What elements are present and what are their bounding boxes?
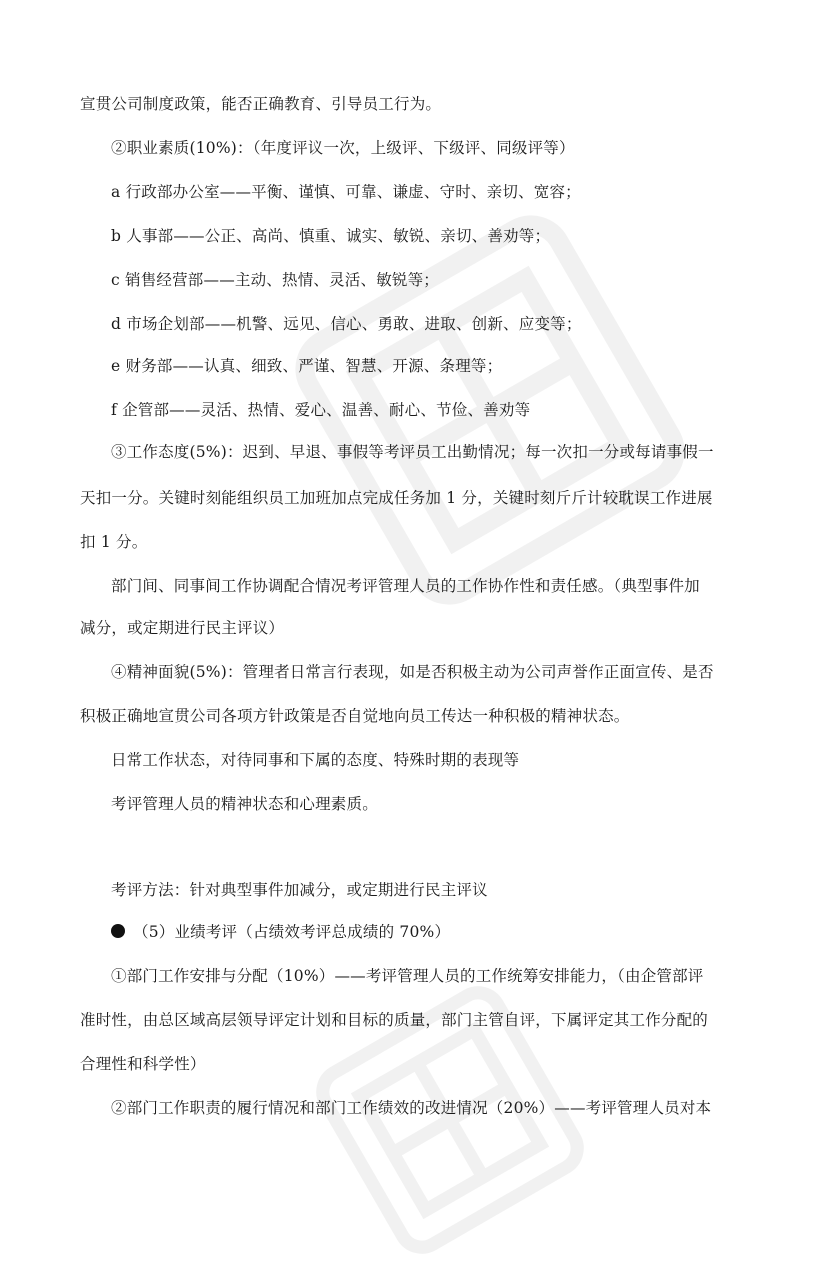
paragraph-line: 合理性和科学性） [80, 1055, 206, 1073]
bullet-icon [111, 924, 125, 938]
paragraph-line: a 行政部办公室——平衡、谨慎、可靠、谦虚、守时、亲切、宽容； [111, 183, 581, 201]
paragraph-line: ③工作态度(5%)：迟到、早退、事假等考评员工出勤情况；每一次扣一分或每请事假一 [111, 443, 714, 461]
paragraph-line: f 企管部——灵活、热情、爱心、温善、耐心、节俭、善劝等 [111, 401, 531, 419]
paragraph-line: 考评方法：针对典型事件加减分，或定期进行民主评议 [111, 881, 488, 899]
paragraph-line: ②部门工作职责的履行情况和部门工作绩效的改进情况（20%）——考评管理人员对本 [111, 1099, 712, 1117]
paragraph-line: d 市场企划部——机警、远见、信心、勇敢、进取、创新、应变等； [111, 315, 582, 333]
paragraph-line: 部门间、同事间工作协调配合情况考评管理人员的工作协作性和责任感。（典型事件加 [111, 577, 700, 595]
paragraph-line: c 销售经营部——主动、热情、灵活、敏锐等； [111, 271, 440, 289]
paragraph-line: 考评管理人员的精神状态和心理素质。 [111, 795, 378, 813]
section-heading-text: （5）业绩考评（占绩效考评总成绩的 70%） [133, 923, 451, 941]
paragraph-line: 天扣一分。关键时刻能组织员工加班加点完成任务加 1 分，关键时刻斤斤计较耽误工作进展 [80, 489, 713, 507]
paragraph-line: 扣 1 分。 [80, 533, 148, 551]
paragraph-line: 积极正确地宣贯公司各项方针政策是否自觉地向员工传达一种积极的精神状态。 [80, 707, 630, 725]
paragraph-line: 宣贯公司制度政策，能否正确教育、引导员工行为。 [80, 95, 442, 113]
paragraph-line: b 人事部——公正、高尚、慎重、诚实、敏锐、亲切、善劝等； [111, 227, 551, 245]
paragraph-line: 准时性，由总区域高层领导评定计划和目标的质量，部门主管自评，下属评定其工作分配的 [80, 1011, 709, 1029]
paragraph-line: 日常工作状态，对待同事和下属的态度、特殊时期的表现等 [111, 751, 520, 769]
paragraph-line: ②职业素质(10%)：（年度评议一次，上级评、下级评、同级评等） [111, 139, 575, 157]
section-heading [111, 922, 450, 942]
paragraph-line: ④精神面貌(5%)：管理者日常言行表现，如是否积极主动为公司声誉作正面宣传、是否 [111, 663, 714, 681]
paragraph-line: e 财务部——认真、细致、严谨、智慧、开源、条理等； [111, 357, 503, 375]
paragraph-line: 减分，或定期进行民主评议） [80, 619, 285, 637]
paragraph-line: ①部门工作安排与分配（10%）——考评管理人员的工作统筹安排能力，（由企管部评 [111, 967, 704, 985]
